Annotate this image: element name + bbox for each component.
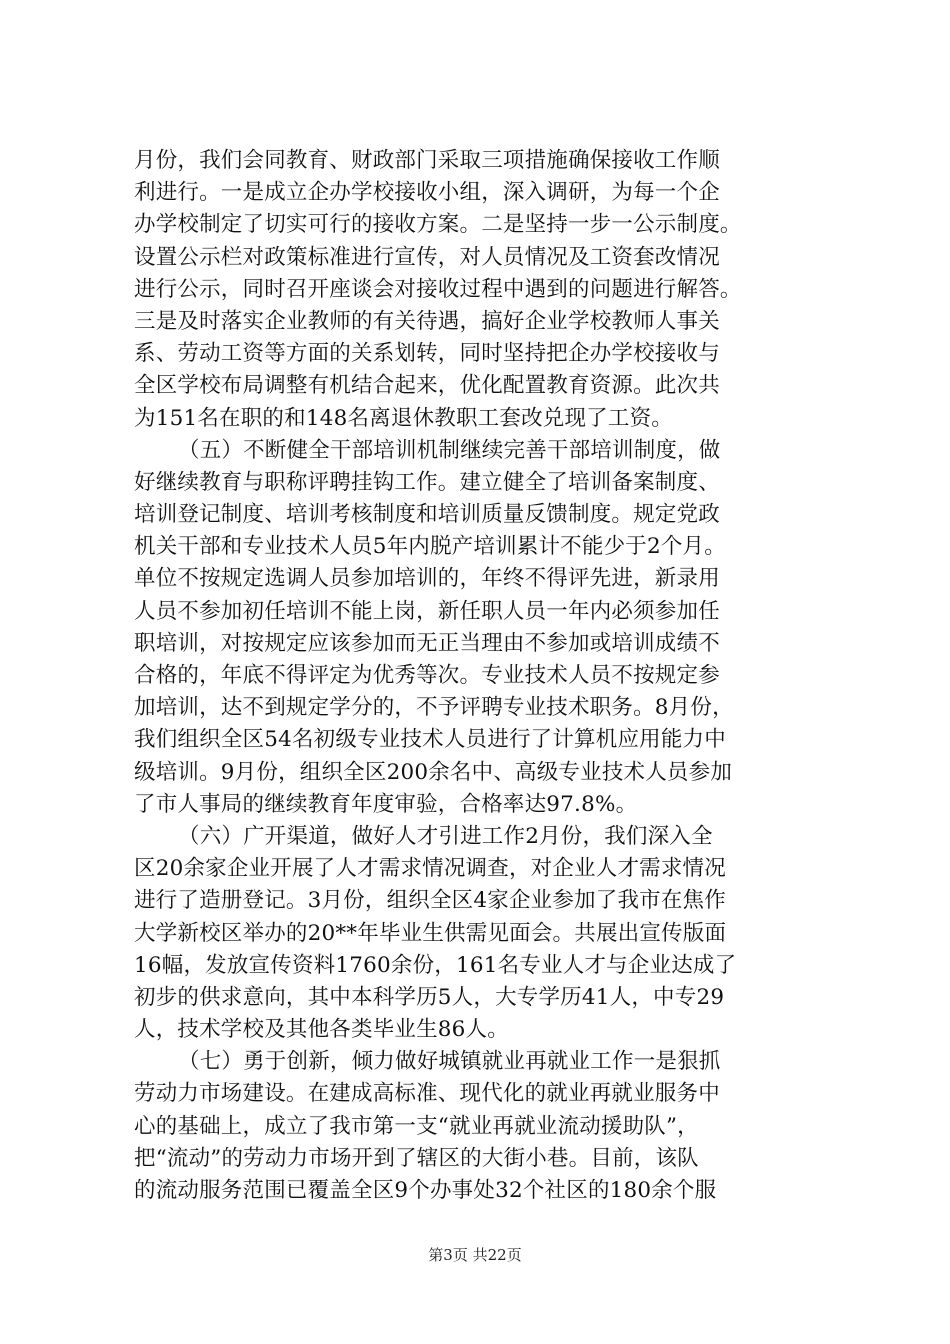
text-line: 大学新校区举办的20**年毕业生供需见面会。共展出宣传版面: [134, 920, 727, 946]
text-line: 进行了造册登记。3月份，组织全区4家企业参加了我市在焦作: [134, 888, 726, 914]
paragraph-start-line: （五）不断健全干部培训机制继续完善干部培训制度，做: [178, 437, 721, 463]
text-line: 区20余家企业开展了人才需求情况调查，对企业人才需求情况: [134, 856, 726, 882]
text-line: 16幅，发放宣传资料1760余份，161名专业人才与企业达成了: [134, 952, 737, 978]
text-line: 设置公示栏对政策标准进行宣传，对人员情况及工资套改情况: [134, 244, 720, 270]
page-number-footer: 第3页 共22页: [428, 1246, 522, 1264]
text-line: 全区学校布局调整有机结合起来，优化配置教育资源。此次共: [134, 373, 720, 399]
text-line: 职培训，对按规定应该参加而无正当理由不参加或培训成绩不: [134, 630, 720, 656]
text-line: 进行公示，同时召开座谈会对接收过程中遇到的问题进行解答。: [134, 276, 742, 302]
text-line: 初步的供求意向，其中本科学历5人，大专学历41人，中专29: [134, 984, 725, 1010]
paragraph-start-line: （七）勇于创新，倾力做好城镇就业再就业工作一是狠抓: [178, 1049, 721, 1075]
text-line: 人，技术学校及其他各类毕业生86人。: [134, 1017, 509, 1043]
paragraph-start-line: （六）广开渠道，做好人才引进工作2月份，我们深入全: [178, 823, 713, 849]
text-line: 月份，我们会同教育、财政部门采取三项措施确保接收工作顺: [134, 148, 720, 173]
text-line: 人员不参加初任培训不能上岗，新任职人员一年内必须参加任: [134, 598, 720, 624]
text-line: 单位不按规定选调人员参加培训的，年终不得评先进，新录用: [134, 566, 720, 592]
text-line: 了市人事局的继续教育年度审验，合格率达97.8%。: [134, 791, 638, 817]
text-line: 为151名在职的和148名离退休教职工套改兑现了工资。: [134, 405, 673, 431]
text-line: 心的基础上，成立了我市第一支“就业再就业流动援助队”，: [134, 1113, 699, 1139]
text-line: 加培训，达不到规定学分的，不予评聘专业技术职务。8月份，: [134, 695, 734, 721]
text-line: 级培训。9月份，组织全区200余名中、高级专业技术人员参加: [134, 759, 733, 785]
text-line: 我们组织全区54名初级专业技术人员进行了计算机应用能力中: [134, 727, 726, 753]
text-line: 系、劳动工资等方面的关系划转，同时坚持把企办学校接收与: [134, 341, 720, 367]
text-line: 机关干部和专业技术人员5年内脱产培训累计不能少于2个月。: [134, 534, 726, 560]
text-line: 的流动服务范围已覆盖全区9个办事处32个社区的180余个服: [134, 1178, 717, 1203]
text-line: 利进行。一是成立企办学校接收小组，深入调研，为每一个企: [134, 180, 720, 206]
text-line: 把“流动”的劳动力市场开到了辖区的大街小巷。目前，该队: [134, 1145, 699, 1171]
text-line: 三是及时落实企业教师的有关待遇，搞好企业学校教师人事关: [134, 308, 720, 334]
text-line: 办学校制定了切实可行的接收方案。二是坚持一步一公示制度。: [134, 212, 742, 238]
body-text: [134, 145, 824, 1207]
text-line: 培训登记制度、培训考核制度和培训质量反馈制度。规定党政: [134, 502, 720, 528]
text-line: 劳动力市场建设。在建成高标准、现代化的就业再就业服务中: [134, 1081, 720, 1107]
text-line: 合格的，年底不得评定为优秀等次。专业技术人员不按规定参: [134, 663, 720, 688]
text-line: 好继续教育与职称评聘挂钩工作。建立健全了培训备案制度、: [134, 469, 720, 495]
